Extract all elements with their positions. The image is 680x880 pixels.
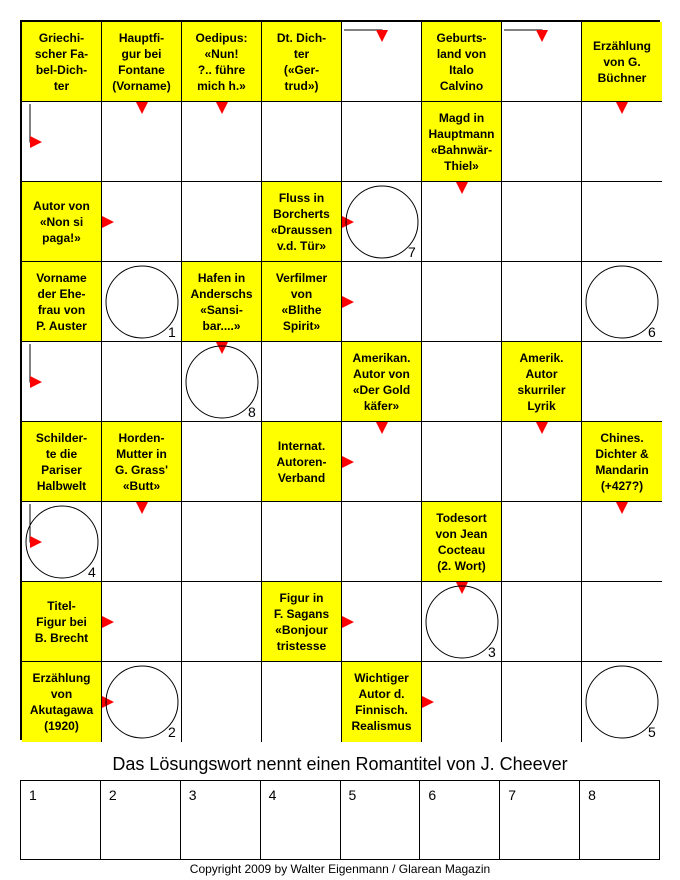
answer-cell[interactable]	[342, 582, 422, 662]
clue-cell	[22, 182, 102, 262]
clue-text: Erzählung von G. Büchner	[592, 38, 651, 85]
answer-cell[interactable]	[102, 182, 182, 262]
answer-cell[interactable]	[102, 662, 182, 742]
answer-cell[interactable]	[422, 182, 502, 262]
answer-cell[interactable]	[182, 342, 262, 422]
clue-text: Hauptfi- gur bei Fontane (Vorname)	[112, 30, 171, 93]
clue-cell	[22, 422, 102, 502]
clue-cell	[22, 662, 102, 742]
answer-cell[interactable]	[182, 102, 262, 182]
answer-cell[interactable]	[342, 262, 422, 342]
clue-cell	[262, 182, 342, 262]
clue-cell	[262, 582, 342, 662]
clue-text: Horden- Mutter in G. Grass' «Butt»	[115, 430, 168, 493]
solution-number: 6	[428, 787, 437, 803]
answer-cell[interactable]	[502, 182, 582, 262]
solution-number: 1	[29, 787, 37, 803]
clue-cell	[262, 262, 342, 342]
answer-cell[interactable]	[582, 502, 662, 582]
clue-text: Internat. Autoren- Verband	[276, 438, 327, 485]
answer-cell[interactable]	[422, 342, 502, 422]
circle-number: 5	[648, 724, 656, 740]
answer-cell[interactable]	[342, 422, 422, 502]
answer-cell[interactable]	[342, 182, 422, 262]
solution-cell[interactable]	[580, 781, 659, 859]
answer-cell[interactable]	[422, 582, 502, 662]
answer-cell[interactable]	[502, 582, 582, 662]
answer-cell[interactable]	[182, 582, 262, 662]
circle-number: 7	[408, 244, 416, 260]
solution-cell[interactable]	[101, 781, 181, 859]
circle-number: 1	[168, 324, 176, 340]
solution-number: 8	[588, 787, 596, 803]
clue-cell	[502, 342, 582, 422]
solution-caption: Das Lösungswort nennt einen Romantitel von J. Cheever	[112, 754, 568, 774]
solution-cell[interactable]	[500, 781, 580, 859]
solution-number: 5	[348, 787, 357, 803]
answer-cell[interactable]	[262, 662, 342, 742]
answer-cell[interactable]	[582, 182, 662, 262]
solution-number: 7	[508, 787, 517, 803]
solution-number: 3	[188, 787, 197, 803]
answer-cell[interactable]	[502, 22, 582, 102]
answer-cell[interactable]	[582, 662, 662, 742]
clue-text: Erzählung von Akutagawa (1920)	[29, 671, 94, 733]
answer-cell[interactable]	[342, 102, 422, 182]
answer-cell[interactable]	[342, 502, 422, 582]
clue-cell	[342, 342, 422, 422]
clue-cell	[422, 22, 502, 102]
answer-cell[interactable]	[502, 262, 582, 342]
clue-cell	[422, 502, 502, 582]
clue-text: Verfilmer von «Blithe Spirit»	[275, 270, 328, 333]
clue-cell	[102, 22, 182, 102]
clue-text: Todesort von Jean Cocteau (2. Wort)	[435, 510, 488, 573]
clue-text: Wichtiger Autor d. Finnisch. Realismus	[351, 671, 412, 733]
solution-row	[20, 780, 660, 860]
answer-cell[interactable]	[502, 422, 582, 502]
answer-cell[interactable]	[22, 502, 102, 582]
solution-number: 2	[108, 787, 117, 803]
crossword-grid	[20, 20, 660, 740]
clue-text: Geburts- land von Italo Calvino	[436, 30, 487, 93]
answer-cell[interactable]	[262, 502, 342, 582]
answer-cell[interactable]	[102, 102, 182, 182]
clue-text: Hafen in Anderschs «Sansi- bar....»	[190, 270, 253, 333]
answer-cell[interactable]	[582, 342, 662, 422]
answer-cell[interactable]	[502, 662, 582, 742]
clue-text: Dt. Dich- ter («Ger- trud»)	[276, 30, 327, 93]
clue-cell	[582, 22, 662, 102]
clue-cell	[22, 582, 102, 662]
clue-cell	[262, 422, 342, 502]
answer-cell[interactable]	[422, 262, 502, 342]
solution-cell[interactable]	[341, 781, 421, 859]
clue-text: Vorname der Ehe- frau von P. Auster	[36, 270, 87, 333]
answer-cell[interactable]	[262, 342, 342, 422]
answer-cell[interactable]	[262, 102, 342, 182]
answer-cell[interactable]	[502, 502, 582, 582]
answer-cell[interactable]	[342, 22, 422, 102]
clue-text: Magd in Hauptmann «Bahnwär- Thiel»	[428, 110, 495, 173]
clue-text: Oedipus: «Nun! ?.. führe mich h.»	[195, 30, 248, 93]
answer-cell[interactable]	[102, 582, 182, 662]
clue-cell	[182, 262, 262, 342]
clue-text: Figur in F. Sagans «Bonjour tristesse	[273, 590, 330, 653]
answer-cell[interactable]	[22, 102, 102, 182]
solution-cell[interactable]	[181, 781, 261, 859]
answer-cell[interactable]	[582, 102, 662, 182]
solution-cell[interactable]	[21, 781, 101, 859]
clue-text: Griechi- scher Fa- bel-Dich- ter	[34, 30, 89, 93]
circle-number: 4	[88, 564, 96, 580]
answer-cell[interactable]	[22, 342, 102, 422]
clue-cell	[102, 422, 182, 502]
answer-cell[interactable]	[582, 582, 662, 662]
solution-cell[interactable]	[261, 781, 341, 859]
clue-cell	[262, 22, 342, 102]
clue-cell	[342, 662, 422, 742]
answer-cell[interactable]	[182, 662, 262, 742]
solution-cell[interactable]	[420, 781, 500, 859]
clue-text: Titel- Figur bei B. Brecht	[34, 598, 89, 645]
circle-number: 3	[488, 644, 496, 660]
circle-number: 8	[248, 404, 256, 420]
answer-cell[interactable]	[582, 262, 662, 342]
clue-cell	[182, 22, 262, 102]
answer-cell[interactable]	[182, 422, 262, 502]
clue-text: Amerik. Autor skurriler Lyrik	[517, 350, 566, 413]
answer-cell[interactable]	[422, 662, 502, 742]
answer-cell[interactable]	[102, 262, 182, 342]
clue-cell	[22, 22, 102, 102]
clue-text: Fluss in Borcherts «Draussen v.d. Tür»	[270, 190, 333, 253]
clue-cell	[22, 262, 102, 342]
answer-cell[interactable]	[422, 422, 502, 502]
circle-number: 6	[648, 324, 656, 340]
answer-cell[interactable]	[102, 502, 182, 582]
copyright-text: Copyright 2009 by Walter Eigenmann / Glarean Magazin	[189, 862, 491, 876]
clue-text: Amerikan. Autor von «Der Gold käfer»	[352, 350, 411, 413]
circle-number: 2	[168, 724, 176, 740]
answer-cell[interactable]	[182, 502, 262, 582]
clue-text: Autor von «Non si paga!»	[33, 198, 90, 245]
answer-cell[interactable]	[502, 102, 582, 182]
clue-cell	[582, 422, 662, 502]
answer-cell[interactable]	[182, 182, 262, 262]
answer-cell[interactable]	[102, 342, 182, 422]
clue-text: Schilder- te die Pariser Halbwelt	[35, 430, 88, 493]
clue-text: Chines. Dichter & Mandarin (+427?)	[595, 430, 649, 493]
solution-number: 4	[268, 787, 277, 803]
clue-cell	[422, 102, 502, 182]
